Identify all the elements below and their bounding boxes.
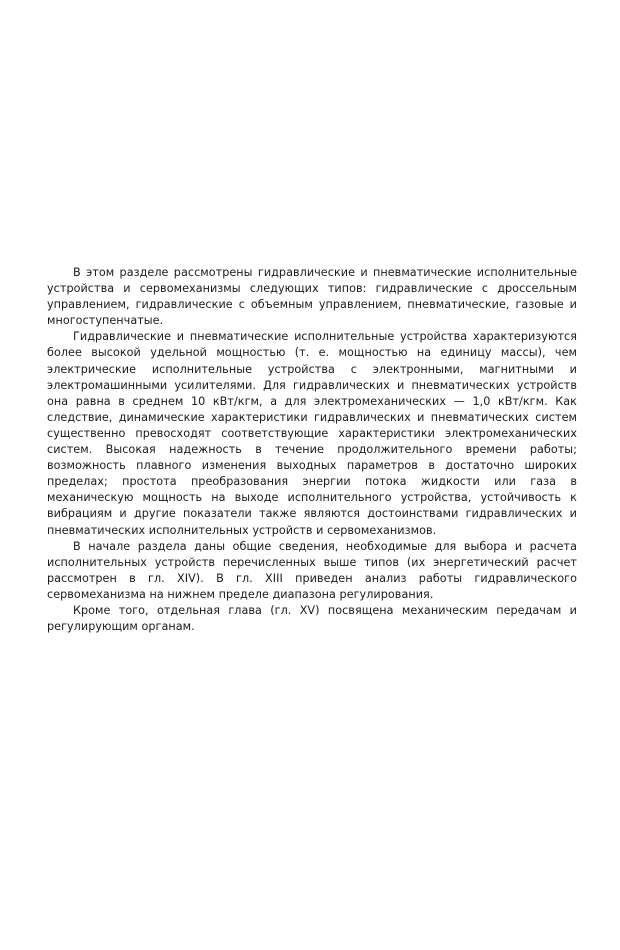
paragraph-advantages: Гидравлические и пневматические исполнительные устройства характеризуются более высокой удельной мощностью (т. е. мощностью на единицу массы), чем электрические исполнительные устройства с электронными, магнитными и электромашинными усилителями. Для гидравлических и пневматических устройств она равна в среднем 10 кВт/кгм, а для электромеханических — 1,0 кВт/кгм. Как следствие, динамические характеристики гидравлических и пневматических систем существенно превосходят соответствующие характеристики электромеханических систем. Высокая надежность в течение продолжительного времени работы; возможность плавного изменения выходных параметров в достаточно широких пределах; простота преобразования энергии потока жидкости или газа в механическую мощность на выходе исполнительного устройства, устойчивость к вибрациям и другие показатели также являются достоинствами гидравлических и пневматических исполнительных устройств и сервомеханизмов.: [47, 330, 577, 537]
paragraph-additional-chapter: Кроме того, отдельная глава (гл. XV) посвящена механическим передачам и регулирующим органам.: [47, 603, 577, 634]
paragraph-section-scope: В этом разделе рассмотрены гидравлические и пневматические исполнительные устройства и сервомеханизмы следующих типов: гидравлические с дроссельным управлением, гидравлические с объемным управлением, пневматические, газовые и многоступенчатые.: [47, 266, 577, 328]
section-introduction-text: [47, 265, 577, 635]
paragraph-section-contents: В начале раздела даны общие сведения, необходимые для выбора и расчета исполнительных устройств перечисленных выше типов (их энергетический расчет рассмотрен в гл. XIV). В гл. XIII приведен анализ работы гидравлического сервомеханизма на нижнем пределе диапазона регулирования.: [47, 539, 577, 601]
